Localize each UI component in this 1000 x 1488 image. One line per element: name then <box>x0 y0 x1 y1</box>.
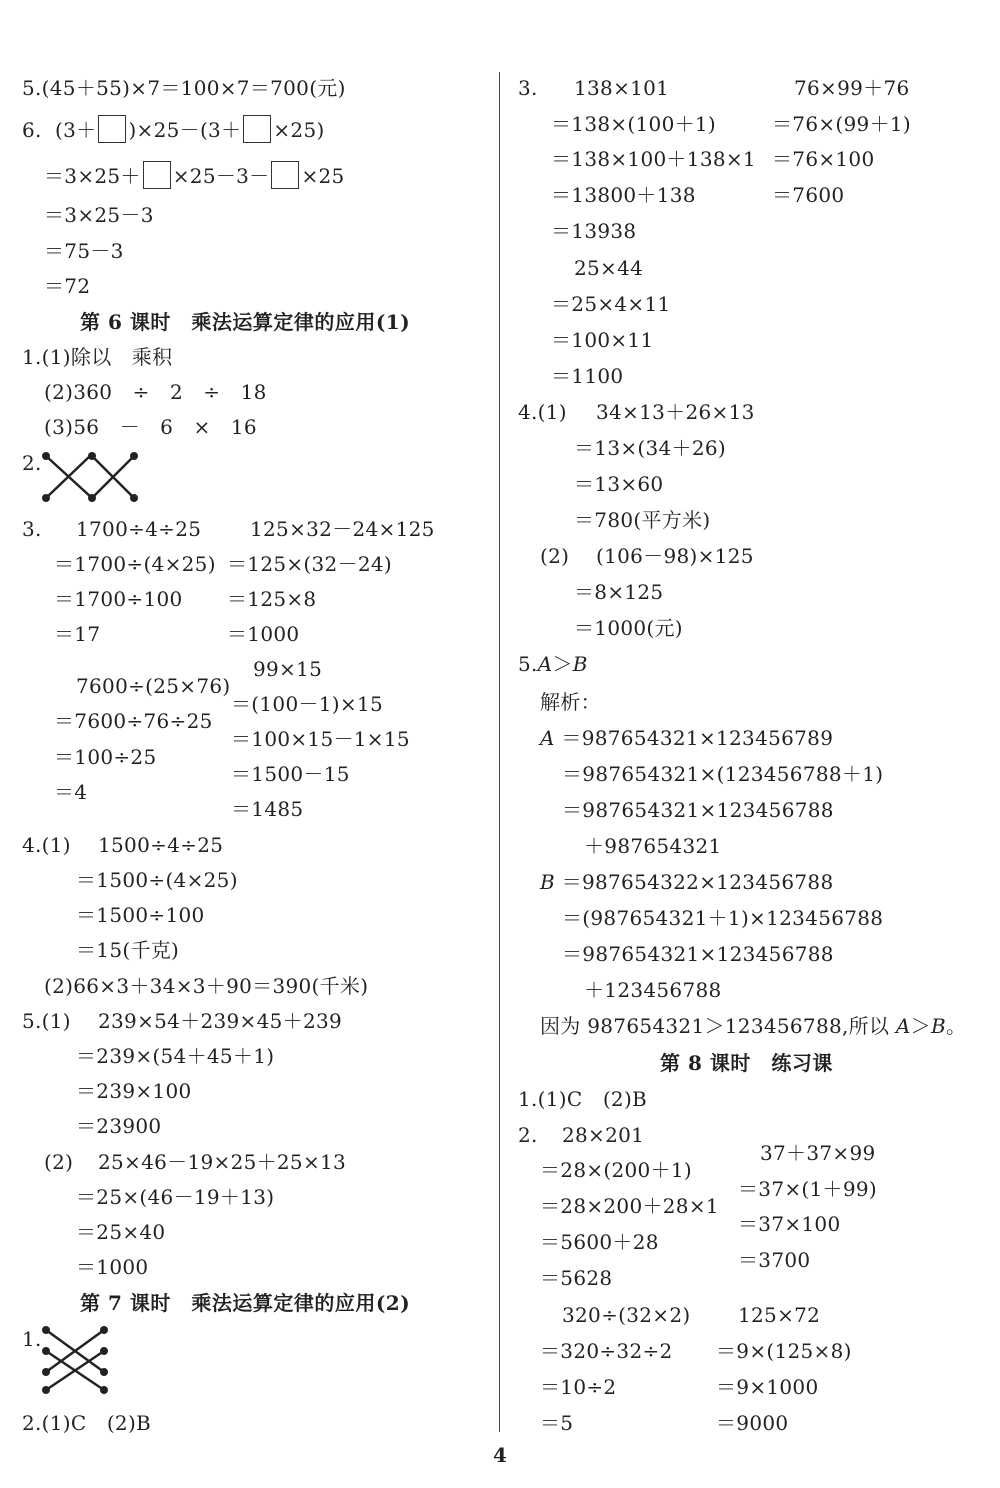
r-q4-line: (106－98)×125 <box>596 544 754 568</box>
r-q5-answer: 5.A＞B <box>518 652 588 676</box>
r-q5-jiexi: 解析： <box>540 690 601 714</box>
r-q3b-line: ＝76×(99＋1) <box>772 112 911 136</box>
l8-q2c-line: 320÷(32×2) <box>562 1303 691 1327</box>
l6-q5-line: ＝25×40 <box>76 1220 166 1244</box>
q6-line5: ＝72 <box>44 274 91 298</box>
l6-q3d-line: ＝1485 <box>231 797 304 821</box>
q6-line4: ＝75－3 <box>44 239 124 263</box>
r-q5-A-line: A ＝987654321×123456789 <box>540 726 834 750</box>
l8-q2a-line: 28×201 <box>562 1123 645 1147</box>
q6-line3: ＝3×25－3 <box>44 203 154 227</box>
column-divider <box>499 72 500 1432</box>
l8-q2c-line: ＝320÷32÷2 <box>540 1339 673 1363</box>
l6-q3b-line: ＝1000 <box>227 622 300 646</box>
l8-q2d-line: ＝9000 <box>716 1411 789 1435</box>
page-number: 4 <box>493 1443 507 1467</box>
l6-q5-line: ＝25×(46－19＋13) <box>76 1185 275 1209</box>
l6-q4-label: 4.(1) <box>22 833 71 857</box>
l6-q5-line: 239×54＋239×45＋239 <box>98 1009 343 1033</box>
l6-q3a-line: ＝17 <box>54 622 101 646</box>
r-q3a-line: ＝13800＋138 <box>551 183 696 207</box>
r-q5-A-line: ＋987654321 <box>584 834 722 858</box>
r-q5-B-line: ＝(987654321＋1)×123456788 <box>562 906 884 930</box>
r-q5-A-line: ＝987654321×123456788 <box>562 798 834 822</box>
l6-q5-line: ＝239×(54＋45＋1) <box>76 1044 275 1068</box>
l6-q3a-line: 1700÷4÷25 <box>76 517 202 541</box>
lesson6-title: 第 6 课时 乘法运算定律的应用(1) <box>80 310 411 334</box>
l6-q5-line: ＝239×100 <box>76 1079 192 1103</box>
r-q3a-line: ＝138×100＋138×1 <box>551 147 756 171</box>
l6-q5-line: ＝1000 <box>76 1255 149 1279</box>
r-q3a-line: ＝138×(100＋1) <box>551 112 717 136</box>
r-q3c-line: 25×44 <box>574 256 644 280</box>
r-q5-conclusion: 因为 987654321＞123456788,所以 A＞B。 <box>540 1014 967 1038</box>
r-q3b-line: ＝7600 <box>772 183 845 207</box>
l7-q1-label: 1. <box>22 1327 42 1351</box>
l6-q2-label: 2. <box>22 451 42 475</box>
r-q4-line: ＝1000(元) <box>574 616 683 640</box>
l6-q3-label: 3. <box>22 517 42 541</box>
l6-q4-line: ＝1500÷(4×25) <box>76 868 238 892</box>
l6-q3a-line: ＝1700÷(4×25) <box>54 552 216 576</box>
l8-q2c-line: ＝5 <box>540 1411 574 1435</box>
l8-q1: 1.(1)C (2)B <box>518 1087 648 1111</box>
l6-q3d-line: ＝100×15－1×15 <box>231 727 410 751</box>
r-q4-label2: (2) <box>540 544 570 568</box>
r-q4-line: 34×13＋26×13 <box>596 400 755 424</box>
l6-q3d-line: ＝1500－15 <box>231 762 350 786</box>
l6-q4-line: ＝1500÷100 <box>76 903 205 927</box>
l6-q5-label2: (2) <box>44 1150 74 1174</box>
l6-q3c-line: ＝7600÷76÷25 <box>54 709 213 733</box>
l7-q2: 2.(1)C (2)B <box>22 1411 152 1435</box>
r-q3b-line: ＝76×100 <box>772 147 875 171</box>
l6-q3d-line: ＝(100－1)×15 <box>231 692 384 716</box>
blank-box <box>271 161 299 189</box>
l6-q4-line: 1500÷4÷25 <box>98 833 224 857</box>
l8-q2b-line: ＝37×100 <box>738 1212 841 1236</box>
l6-q5-line: 25×46－19×25＋25×13 <box>98 1150 347 1174</box>
l8-q2b-line: ＝3700 <box>738 1248 811 1272</box>
r-q3c-line: ＝1100 <box>551 364 624 388</box>
blank-box <box>143 161 171 189</box>
l6-q4-line: ＝15(千克) <box>76 938 180 962</box>
matching-lines-diagram <box>38 450 148 506</box>
r-q4-line: ＝13×60 <box>574 472 664 496</box>
q6-line2: ＝3×25＋ ×25－3－ ×25 <box>44 161 345 189</box>
l6-q1-line3: (3)56 － 6 × 16 <box>44 415 257 439</box>
lesson7-title: 第 7 课时 乘法运算定律的应用(2) <box>80 1291 411 1315</box>
l8-q2a-line: ＝5628 <box>540 1266 613 1290</box>
l8-q2a-line: ＝28×(200＋1) <box>540 1158 693 1182</box>
l8-q2b-line: 37＋37×99 <box>760 1141 876 1165</box>
l6-q3b-line: ＝125×8 <box>227 587 317 611</box>
lesson8-title: 第 8 课时 练习课 <box>660 1051 833 1075</box>
l6-q3c-line: ＝100÷25 <box>54 745 157 769</box>
r-q3a-line: 138×101 <box>574 76 670 100</box>
l6-q1-line1: 1.(1)除以 乘积 <box>22 345 173 369</box>
l8-q2c-line: ＝10÷2 <box>540 1375 617 1399</box>
r-q3c-line: ＝100×11 <box>551 328 654 352</box>
l6-q3b-line: ＝125×(32－24) <box>227 552 393 576</box>
r-q3a-line: ＝13938 <box>551 219 637 243</box>
r-q3c-line: ＝25×4×11 <box>551 292 671 316</box>
q6-line1: 6. (3＋ )×25－(3＋ ×25) <box>22 115 325 143</box>
r-q4-line: ＝780(平方米) <box>574 508 711 532</box>
l6-q1-line2: (2)360 ÷ 2 ÷ 18 <box>44 380 267 404</box>
r-q3-label: 3. <box>518 76 538 100</box>
l8-q2d-line: 125×72 <box>738 1303 821 1327</box>
r-q5-B-line: ＋123456788 <box>584 978 722 1002</box>
l8-q2d-line: ＝9×(125×8) <box>716 1339 852 1363</box>
r-q5-A-line: ＝987654321×(123456788＋1) <box>562 762 884 786</box>
l6-q5-line: ＝23900 <box>76 1114 162 1138</box>
matching-lines-diagram <box>38 1324 114 1396</box>
l6-q4-part2: (2)66×3＋34×3＋90＝390(千米) <box>44 974 369 998</box>
l6-q3b-line: 125×32－24×125 <box>250 517 435 541</box>
l6-q3a-line: ＝1700÷100 <box>54 587 183 611</box>
r-q4-line: ＝13×(34＋26) <box>574 436 727 460</box>
l8-q2d-line: ＝9×1000 <box>716 1375 819 1399</box>
q5-prev-line: 5.(45＋55)×7＝100×7＝700(元) <box>22 76 346 100</box>
r-q4-label1: 4.(1) <box>518 400 567 424</box>
l8-q2a-line: ＝5600＋28 <box>540 1230 659 1254</box>
r-q4-line: ＝8×125 <box>574 580 664 604</box>
r-q3b-line: 76×99＋76 <box>794 76 910 100</box>
r-q5-B-line: ＝987654321×123456788 <box>562 942 834 966</box>
l8-q2-label: 2. <box>518 1123 538 1147</box>
r-q5-B-line: B ＝987654322×123456788 <box>540 870 834 894</box>
l8-q2b-line: ＝37×(1＋99) <box>738 1177 877 1201</box>
blank-box <box>98 115 126 143</box>
l8-q2a-line: ＝28×200＋28×1 <box>540 1194 719 1218</box>
l6-q3d-line: 99×15 <box>253 657 323 681</box>
l6-q3c-line: ＝4 <box>54 780 88 804</box>
l6-q5-label1: 5.(1) <box>22 1009 71 1033</box>
blank-box <box>243 115 271 143</box>
l6-q3c-line: 7600÷(25×76) <box>76 674 231 698</box>
